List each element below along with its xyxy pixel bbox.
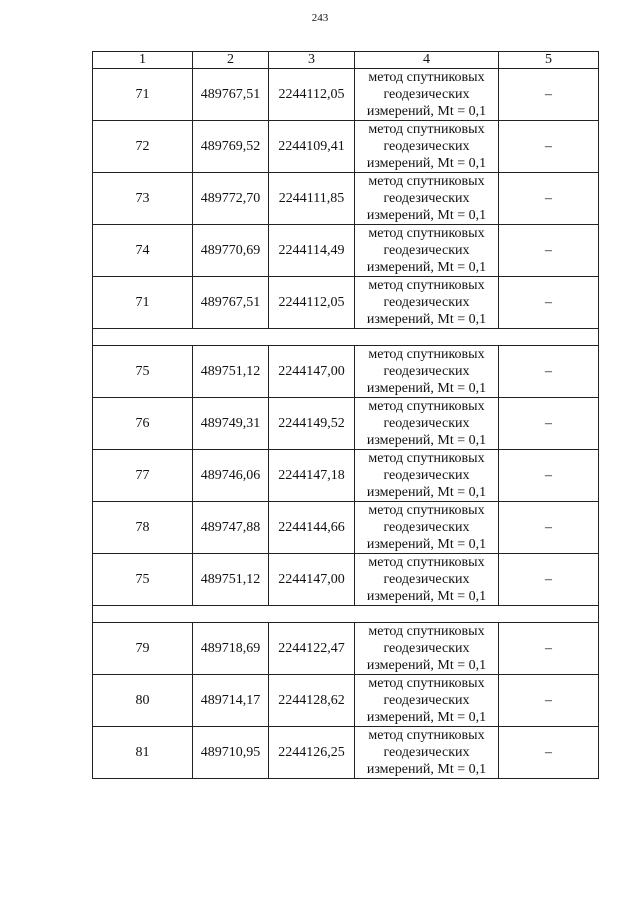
note-cell: –	[499, 727, 599, 779]
y-coordinate-cell: 2244147,00	[269, 554, 355, 606]
x-coordinate-cell: 489767,51	[193, 69, 269, 121]
note-cell: –	[499, 346, 599, 398]
note-cell: –	[499, 225, 599, 277]
method-text-line: метод спутниковых	[368, 624, 485, 639]
point-number-cell: 74	[93, 225, 193, 277]
page-number: 243	[311, 12, 329, 24]
method-text-line: геодезических	[383, 364, 470, 379]
note-cell: –	[499, 277, 599, 329]
x-coordinate-cell: 489747,88	[193, 502, 269, 554]
method-text-line: измерений, Mt = 0,1	[366, 433, 487, 448]
method-text-line: измерений, Mt = 0,1	[366, 208, 487, 223]
table-row	[93, 277, 599, 329]
method-text-line: геодезических	[383, 745, 470, 760]
group-separator-row	[93, 329, 599, 346]
method-text-line: геодезических	[383, 191, 470, 206]
table-row	[93, 623, 599, 675]
table-row	[93, 225, 599, 277]
method-cell	[355, 398, 499, 450]
note-cell: –	[499, 675, 599, 727]
method-text-line: измерений, Mt = 0,1	[366, 156, 487, 171]
method-cell	[355, 121, 499, 173]
note-cell: –	[499, 173, 599, 225]
point-number-cell: 71	[93, 277, 193, 329]
method-cell	[355, 277, 499, 329]
table-row	[93, 675, 599, 727]
note-cell: –	[499, 69, 599, 121]
method-cell	[355, 623, 499, 675]
method-text-line: геодезических	[383, 295, 470, 310]
method-text-line: метод спутниковых	[368, 174, 485, 189]
note-cell: –	[499, 623, 599, 675]
y-coordinate-cell: 2244109,41	[269, 121, 355, 173]
table-header-row	[93, 52, 599, 69]
point-number-cell: 72	[93, 121, 193, 173]
point-number-cell: 81	[93, 727, 193, 779]
y-coordinate-cell: 2244112,05	[269, 69, 355, 121]
x-coordinate-cell: 489767,51	[193, 277, 269, 329]
point-number-cell: 77	[93, 450, 193, 502]
y-coordinate-cell: 2244126,25	[269, 727, 355, 779]
method-text-line: метод спутниковых	[368, 399, 485, 414]
method-cell	[355, 346, 499, 398]
method-text-line: геодезических	[383, 87, 470, 102]
method-text-line: метод спутниковых	[368, 122, 485, 137]
header-cell-4: 4	[355, 52, 499, 69]
header-cell-1: 1	[93, 52, 193, 69]
method-text-line: метод спутниковых	[368, 555, 485, 570]
point-number-cell: 76	[93, 398, 193, 450]
y-coordinate-cell: 2244122,47	[269, 623, 355, 675]
method-text-line: геодезических	[383, 693, 470, 708]
method-text-line: измерений, Mt = 0,1	[366, 104, 487, 119]
method-text-line: измерений, Mt = 0,1	[366, 710, 487, 725]
table-row	[93, 121, 599, 173]
x-coordinate-cell: 489751,12	[193, 346, 269, 398]
method-text-line: геодезических	[383, 139, 470, 154]
method-text-line: метод спутниковых	[368, 676, 485, 691]
point-number-cell: 75	[93, 346, 193, 398]
y-coordinate-cell: 2244147,00	[269, 346, 355, 398]
method-text-line: метод спутниковых	[368, 503, 485, 518]
y-coordinate-cell: 2244112,05	[269, 277, 355, 329]
method-text-line: геодезических	[383, 416, 470, 431]
table-row	[93, 346, 599, 398]
method-text-line: метод спутниковых	[368, 70, 485, 85]
note-cell: –	[499, 398, 599, 450]
x-coordinate-cell: 489710,95	[193, 727, 269, 779]
note-cell: –	[499, 502, 599, 554]
method-text-line: геодезических	[383, 641, 470, 656]
y-coordinate-cell: 2244149,52	[269, 398, 355, 450]
method-cell	[355, 173, 499, 225]
table-row	[93, 450, 599, 502]
method-text-line: геодезических	[383, 243, 470, 258]
table-row	[93, 554, 599, 606]
y-coordinate-cell: 2244147,18	[269, 450, 355, 502]
coordinates-table	[92, 51, 599, 779]
x-coordinate-cell: 489746,06	[193, 450, 269, 502]
x-coordinate-cell: 489751,12	[193, 554, 269, 606]
method-cell	[355, 675, 499, 727]
point-number-cell: 73	[93, 173, 193, 225]
group-separator-cell	[93, 606, 599, 623]
header-cell-5: 5	[499, 52, 599, 69]
method-cell	[355, 69, 499, 121]
group-separator-cell	[93, 329, 599, 346]
header-cell-2: 2	[193, 52, 269, 69]
note-cell: –	[499, 554, 599, 606]
point-number-cell: 71	[93, 69, 193, 121]
method-text-line: измерений, Mt = 0,1	[366, 260, 487, 275]
x-coordinate-cell: 489718,69	[193, 623, 269, 675]
y-coordinate-cell: 2244111,85	[269, 173, 355, 225]
group-separator-row	[93, 606, 599, 623]
method-text-line: измерений, Mt = 0,1	[366, 312, 487, 327]
method-text-line: метод спутниковых	[368, 451, 485, 466]
method-text-line: измерений, Mt = 0,1	[366, 762, 487, 777]
table-body	[93, 52, 599, 779]
point-number-cell: 79	[93, 623, 193, 675]
y-coordinate-cell: 2244128,62	[269, 675, 355, 727]
x-coordinate-cell: 489772,70	[193, 173, 269, 225]
note-cell: –	[499, 121, 599, 173]
y-coordinate-cell: 2244144,66	[269, 502, 355, 554]
x-coordinate-cell: 489769,52	[193, 121, 269, 173]
x-coordinate-cell: 489770,69	[193, 225, 269, 277]
table-row	[93, 69, 599, 121]
method-text-line: измерений, Mt = 0,1	[366, 589, 487, 604]
method-text-line: метод спутниковых	[368, 728, 485, 743]
method-cell	[355, 225, 499, 277]
method-text-line: измерений, Mt = 0,1	[366, 658, 487, 673]
method-text-line: геодезических	[383, 468, 470, 483]
point-number-cell: 78	[93, 502, 193, 554]
method-cell	[355, 554, 499, 606]
table-row	[93, 727, 599, 779]
method-text-line: геодезических	[383, 520, 470, 535]
x-coordinate-cell: 489714,17	[193, 675, 269, 727]
method-cell	[355, 727, 499, 779]
y-coordinate-cell: 2244114,49	[269, 225, 355, 277]
x-coordinate-cell: 489749,31	[193, 398, 269, 450]
point-number-cell: 75	[93, 554, 193, 606]
point-number-cell: 80	[93, 675, 193, 727]
method-text-line: метод спутниковых	[368, 226, 485, 241]
method-text-line: метод спутниковых	[368, 347, 485, 362]
method-cell	[355, 502, 499, 554]
header-cell-3: 3	[269, 52, 355, 69]
method-text-line: измерений, Mt = 0,1	[366, 537, 487, 552]
table-row	[93, 398, 599, 450]
table-row	[93, 502, 599, 554]
method-text-line: измерений, Mt = 0,1	[366, 485, 487, 500]
method-text-line: измерений, Mt = 0,1	[366, 381, 487, 396]
table-row	[93, 173, 599, 225]
method-text-line: геодезических	[383, 572, 470, 587]
method-cell	[355, 450, 499, 502]
method-text-line: метод спутниковых	[368, 278, 485, 293]
note-cell: –	[499, 450, 599, 502]
